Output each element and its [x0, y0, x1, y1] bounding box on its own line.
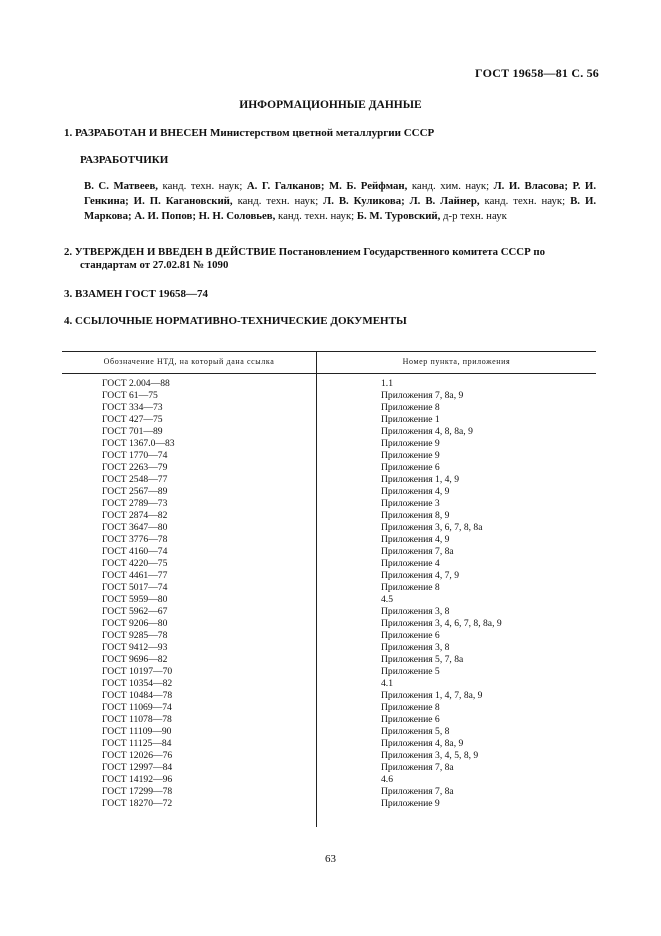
developer-degree: канд. техн. наук; [278, 210, 355, 222]
clause-reference: Приложения 3, 8 [381, 642, 450, 653]
clause-reference: Приложение 9 [381, 438, 440, 449]
clause-reference: Приложения 3, 4, 5, 8, 9 [381, 750, 479, 761]
standard-designation: ГОСТ 9285—78 [102, 630, 168, 641]
table-row [0, 702, 661, 714]
standard-designation: ГОСТ 14192—96 [102, 774, 173, 785]
developer-degree: канд. хим. наук; [411, 180, 490, 192]
clause-reference: Приложение 8 [381, 402, 440, 413]
table-row [0, 438, 661, 450]
clause-reference: Приложения 3, 8 [381, 606, 450, 617]
standard-designation: ГОСТ 4220—75 [102, 558, 168, 569]
standard-designation: ГОСТ 5959—80 [102, 594, 168, 605]
standard-designation: ГОСТ 11125—84 [102, 738, 172, 749]
table-row [0, 546, 661, 558]
clause-reference: Приложение 9 [381, 450, 440, 461]
table-row [0, 498, 661, 510]
standard-designation: ГОСТ 17299—78 [102, 786, 173, 797]
table-row [0, 474, 661, 486]
table-row [0, 594, 661, 606]
section-1 [64, 127, 434, 139]
clause-reference: Приложение 9 [381, 798, 440, 809]
section-1-label: 1. РАЗРАБОТАН И ВНЕСЕН [64, 127, 208, 139]
standard-designation: ГОСТ 5017—74 [102, 582, 168, 593]
clause-reference: Приложение 6 [381, 630, 440, 641]
clause-reference: Приложения 7, 8а, 9 [381, 390, 464, 401]
table-row [0, 450, 661, 462]
table-row [0, 510, 661, 522]
table-header-clause: Номер пункта, приложения [402, 357, 511, 366]
standard-designation: ГОСТ 12997—84 [102, 762, 173, 773]
standard-designation: ГОСТ 2263—79 [102, 462, 168, 473]
developer-name: Л. И. Власова; [493, 180, 568, 192]
table-row [0, 678, 661, 690]
clause-reference: Приложение 3 [381, 498, 440, 509]
developer-degree: канд. техн. наук; [162, 180, 243, 192]
page-title: ИНФОРМАЦИОННЫЕ ДАННЫЕ [239, 99, 422, 111]
table-top-rule [62, 351, 596, 352]
clause-reference: Приложения 4, 9 [381, 534, 450, 545]
table-row [0, 606, 661, 618]
table-row [0, 642, 661, 654]
table-row [0, 726, 661, 738]
table-header-rule [62, 373, 596, 374]
clause-reference: 4.5 [381, 594, 393, 605]
table-row [0, 582, 661, 594]
developer-name: А. И. Попов; [134, 210, 196, 222]
table-row [0, 666, 661, 678]
table-row [0, 534, 661, 546]
clause-reference: Приложение 4 [381, 558, 440, 569]
table-row [0, 486, 661, 498]
standard-designation: ГОСТ 61—75 [102, 390, 158, 401]
clause-reference: Приложения 5, 7, 8а [381, 654, 464, 665]
table-row [0, 414, 661, 426]
table-row [0, 558, 661, 570]
table-row [0, 426, 661, 438]
standard-designation: ГОСТ 1770—74 [102, 450, 168, 461]
table-row [0, 690, 661, 702]
section-2 [64, 246, 598, 272]
table-row [0, 714, 661, 726]
table-header-document: Обозначение НТД, на который дана ссылка [103, 357, 275, 366]
developer-name: И. П. Кагановский, [133, 195, 233, 207]
developer-name: Н. Н. Соловьев, [198, 210, 276, 222]
developer-name: А. Г. Галканов; [246, 180, 325, 192]
clause-reference: 4.1 [381, 678, 393, 689]
clause-reference: Приложения 4, 9 [381, 486, 450, 497]
developers-title: РАЗРАБОТЧИКИ [80, 154, 169, 166]
document-reference: ГОСТ 19658—81 С. 56 [475, 66, 599, 80]
developer-name: В. И. Маркова; [84, 195, 597, 222]
clause-reference: Приложение 6 [381, 462, 440, 473]
table-row [0, 762, 661, 774]
standard-designation: ГОСТ 9696—82 [102, 654, 168, 665]
standard-designation: ГОСТ 12026—76 [102, 750, 173, 761]
table-row [0, 654, 661, 666]
table-row [0, 618, 661, 630]
table-row [0, 774, 661, 786]
standard-designation: ГОСТ 3776—78 [102, 534, 168, 545]
standard-designation: ГОСТ 2789—73 [102, 498, 168, 509]
table-row [0, 402, 661, 414]
table-row [0, 750, 661, 762]
clause-reference: Приложение 8 [381, 702, 440, 713]
clause-reference: Приложения 3, 4, 6, 7, 8, 8а, 9 [381, 618, 502, 629]
clause-reference: Приложение 6 [381, 714, 440, 725]
developer-degree: канд. техн. наук; [237, 195, 319, 207]
clause-reference: 1.1 [381, 378, 393, 389]
table-row [0, 786, 661, 798]
standard-designation: ГОСТ 18270—72 [102, 798, 173, 809]
standard-designation: ГОСТ 9412—93 [102, 642, 168, 653]
page-number: 63 [325, 853, 336, 865]
standard-designation: ГОСТ 11069—74 [102, 702, 172, 713]
developer-name: Б. М. Туровский, [356, 210, 441, 222]
clause-reference: Приложения 4, 8, 8а, 9 [381, 426, 473, 437]
table-row [0, 522, 661, 534]
standard-designation: ГОСТ 5962—67 [102, 606, 168, 617]
developer-degree: д-р техн. наук [443, 210, 507, 222]
table-body [0, 378, 661, 810]
clause-reference: Приложения 1, 4, 9 [381, 474, 460, 485]
standard-designation: ГОСТ 3647—80 [102, 522, 168, 533]
clause-reference: Приложения 8, 9 [381, 510, 450, 521]
section-4: 4. ССЫЛОЧНЫЕ НОРМАТИВНО-ТЕХНИЧЕСКИЕ ДОКУМЕНТЫ [64, 315, 407, 327]
clause-reference: Приложения 1, 4, 7, 8а, 9 [381, 690, 483, 701]
developer-name: Л. В. Куликова; [323, 195, 405, 207]
developer-name: Р. И. Генкина; [84, 180, 597, 207]
standard-designation: ГОСТ 334—73 [102, 402, 163, 413]
clause-reference: 4.6 [381, 774, 393, 785]
table-row [0, 570, 661, 582]
table-row [0, 378, 661, 390]
standard-designation: ГОСТ 1367.0—83 [102, 438, 175, 449]
standard-designation: ГОСТ 9206—80 [102, 618, 168, 629]
section-3: 3. ВЗАМЕН ГОСТ 19658—74 [64, 288, 209, 300]
standard-designation: ГОСТ 4461—77 [102, 570, 168, 581]
table-row [0, 630, 661, 642]
standard-designation: ГОСТ 11109—90 [102, 726, 172, 737]
clause-reference: Приложения 3, 6, 7, 8, 8а [381, 522, 483, 533]
clause-reference: Приложение 8 [381, 582, 440, 593]
developer-name: Л. В. Лайнер, [409, 195, 480, 207]
standard-designation: ГОСТ 2548—77 [102, 474, 168, 485]
developers-list [84, 179, 596, 224]
table-row [0, 390, 661, 402]
standard-designation: ГОСТ 701—89 [102, 426, 163, 437]
standard-designation: ГОСТ 10354—82 [102, 678, 173, 689]
developer-degree: канд. техн. наук; [484, 195, 566, 207]
standard-designation: ГОСТ 427—75 [102, 414, 163, 425]
table-row [0, 798, 661, 810]
table-row [0, 462, 661, 474]
clause-reference: Приложение 5 [381, 666, 440, 677]
clause-reference: Приложения 7, 8а [381, 762, 454, 773]
table-row [0, 738, 661, 750]
developer-name: М. Б. Рейфман, [328, 180, 408, 192]
section-1-text: Министерством цветной металлургии СССР [209, 127, 435, 139]
developer-name: В. С. Матвеев, [84, 180, 158, 192]
clause-reference: Приложения 5, 8 [381, 726, 450, 737]
standard-designation: ГОСТ 2.004—88 [102, 378, 170, 389]
clause-reference: Приложение 1 [381, 414, 440, 425]
section-2-line-1: 2. УТВЕРЖДЕН И ВВЕДЕН В ДЕЙСТВИЕ Постановлением Государственного комитета СССР по [64, 246, 546, 258]
standard-designation: ГОСТ 11078—78 [102, 714, 172, 725]
standard-designation: ГОСТ 4160—74 [102, 546, 168, 557]
standard-designation: ГОСТ 2567—89 [102, 486, 168, 497]
clause-reference: Приложения 4, 8а, 9 [381, 738, 464, 749]
standard-designation: ГОСТ 2874—82 [102, 510, 168, 521]
standard-designation: ГОСТ 10484—78 [102, 690, 173, 701]
clause-reference: Приложения 7, 8а [381, 546, 454, 557]
clause-reference: Приложения 7, 8а [381, 786, 454, 797]
clause-reference: Приложения 4, 7, 9 [381, 570, 460, 581]
standard-designation: ГОСТ 10197—70 [102, 666, 173, 677]
section-2-line-2: стандартам от 27.02.81 № 1090 [80, 259, 229, 271]
